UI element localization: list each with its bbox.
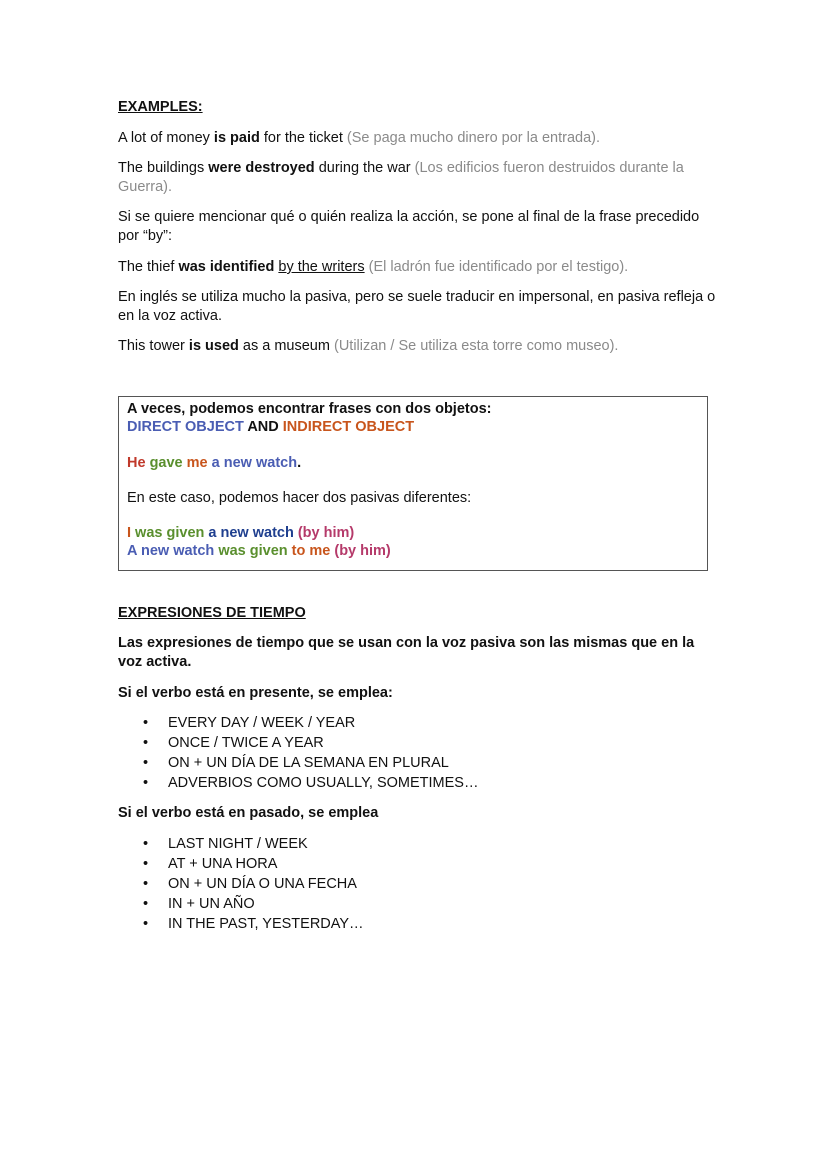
- tiempo-heading: EXPRESIONES DE TIEMPO: [118, 605, 306, 621]
- usage-explanation: En inglés se utiliza mucho la pasiva, pero se suele traducir en impersonal, en pasiva refleja o en la voz activa.: [118, 289, 716, 324]
- examples-heading: EXAMPLES:: [118, 99, 203, 115]
- list-item: [140, 874, 364, 894]
- example-sentence-6: [118, 337, 718, 356]
- list-item-text: ON + UN DÍA O UNA FECHA: [168, 876, 357, 892]
- list-item-text: EVERY DAY / WEEK / YEAR: [168, 715, 356, 731]
- and-word: AND: [243, 419, 283, 435]
- presente-heading: Si el verbo está en presente, se emplea:: [118, 685, 393, 701]
- list-item-text: ON + UN DÍA DE LA SEMANA EN PLURAL: [168, 755, 449, 771]
- direct-object: a new watch: [207, 455, 298, 471]
- active-example: [127, 454, 699, 472]
- by-explanation: Si se quiere mencionar qué o quién realiza la acción, se pone al final de la frase precedido por “by”:: [118, 209, 700, 244]
- list-item-text: ONCE / TWICE A YEAR: [168, 735, 324, 751]
- verb: was given: [214, 543, 288, 559]
- agent: (by him): [330, 543, 391, 559]
- two-objects-box: [118, 396, 708, 571]
- list-item: [140, 894, 364, 914]
- bullet: •: [143, 775, 149, 791]
- box-title: A veces, podemos encontrar frases con dos objetos:: [127, 401, 492, 417]
- agent-underlined: by the writers: [278, 259, 365, 275]
- passive-example-2: [127, 542, 699, 560]
- bullet: •: [143, 715, 149, 731]
- text: A lot of money: [118, 130, 214, 146]
- subject: A new watch: [127, 543, 215, 559]
- pasado-list: [140, 834, 364, 934]
- text: as a museum: [238, 338, 334, 354]
- agent: (by him): [293, 525, 355, 541]
- example-sentence-4: [118, 258, 718, 277]
- bullet: •: [143, 755, 149, 771]
- list-item-text: ADVERBIOS COMO USUALLY, SOMETIMES…: [168, 775, 479, 791]
- example-sentence-2: [118, 159, 718, 197]
- direct-object-label: DIRECT OBJECT: [127, 419, 244, 435]
- text: during the war: [314, 160, 415, 176]
- example-sentence-1: [118, 129, 718, 148]
- list-item-text: AT + UNA HORA: [168, 856, 278, 872]
- list-item: [140, 773, 478, 793]
- translation: (El ladrón fue identificado por el testigo).: [368, 259, 629, 275]
- list-item: [140, 854, 364, 874]
- pasado-heading: Si el verbo está en pasado, se emplea: [118, 805, 379, 821]
- list-item: [140, 733, 478, 753]
- bullet: •: [143, 735, 149, 751]
- list-item: [140, 713, 478, 733]
- verb: was given: [131, 525, 205, 541]
- verb: gave: [145, 455, 183, 471]
- box-note: En este caso, podemos hacer dos pasivas diferentes:: [127, 490, 472, 506]
- translation: (Los edificios fueron destruidos durante la Guerra).: [118, 160, 684, 195]
- bullet: •: [143, 856, 149, 872]
- subject: He: [127, 455, 146, 471]
- presente-list: [140, 713, 478, 793]
- verb-bold: is paid: [213, 130, 260, 146]
- tiempo-intro: Las expresiones de tiempo que se usan con la voz pasiva son las mismas que en la voz activa.: [118, 635, 695, 670]
- objects-line: [127, 418, 699, 436]
- list-item-text: IN THE PAST, YESTERDAY…: [168, 916, 364, 932]
- bullet: •: [143, 876, 149, 892]
- verb-bold: is used: [188, 338, 239, 354]
- verb-bold: was identified: [178, 259, 275, 275]
- list-item-text: LAST NIGHT / WEEK: [168, 836, 308, 852]
- period: .: [297, 455, 302, 471]
- text: for the ticket: [259, 130, 347, 146]
- verb-bold: were destroyed: [208, 160, 315, 176]
- bullet: •: [143, 916, 149, 932]
- list-item: [140, 914, 364, 934]
- translation: (Utilizan / Se utiliza esta torre como museo).: [333, 338, 619, 354]
- list-item: [140, 753, 478, 773]
- list-item: [140, 834, 364, 854]
- text: This tower: [118, 338, 189, 354]
- bullet: •: [143, 896, 149, 912]
- text: The buildings: [118, 160, 209, 176]
- indirect-object: me: [182, 455, 208, 471]
- list-item-text: IN + UN AÑO: [168, 896, 255, 912]
- translation: (Se paga mucho dinero por la entrada).: [346, 130, 601, 146]
- indirect-object: to me: [287, 543, 331, 559]
- subject: I: [127, 525, 132, 541]
- bullet: •: [143, 836, 149, 852]
- indirect-object-label: INDIRECT OBJECT: [282, 419, 415, 435]
- passive-example-1: [127, 524, 699, 542]
- direct-object: a new watch: [204, 525, 294, 541]
- text: The thief: [118, 259, 179, 275]
